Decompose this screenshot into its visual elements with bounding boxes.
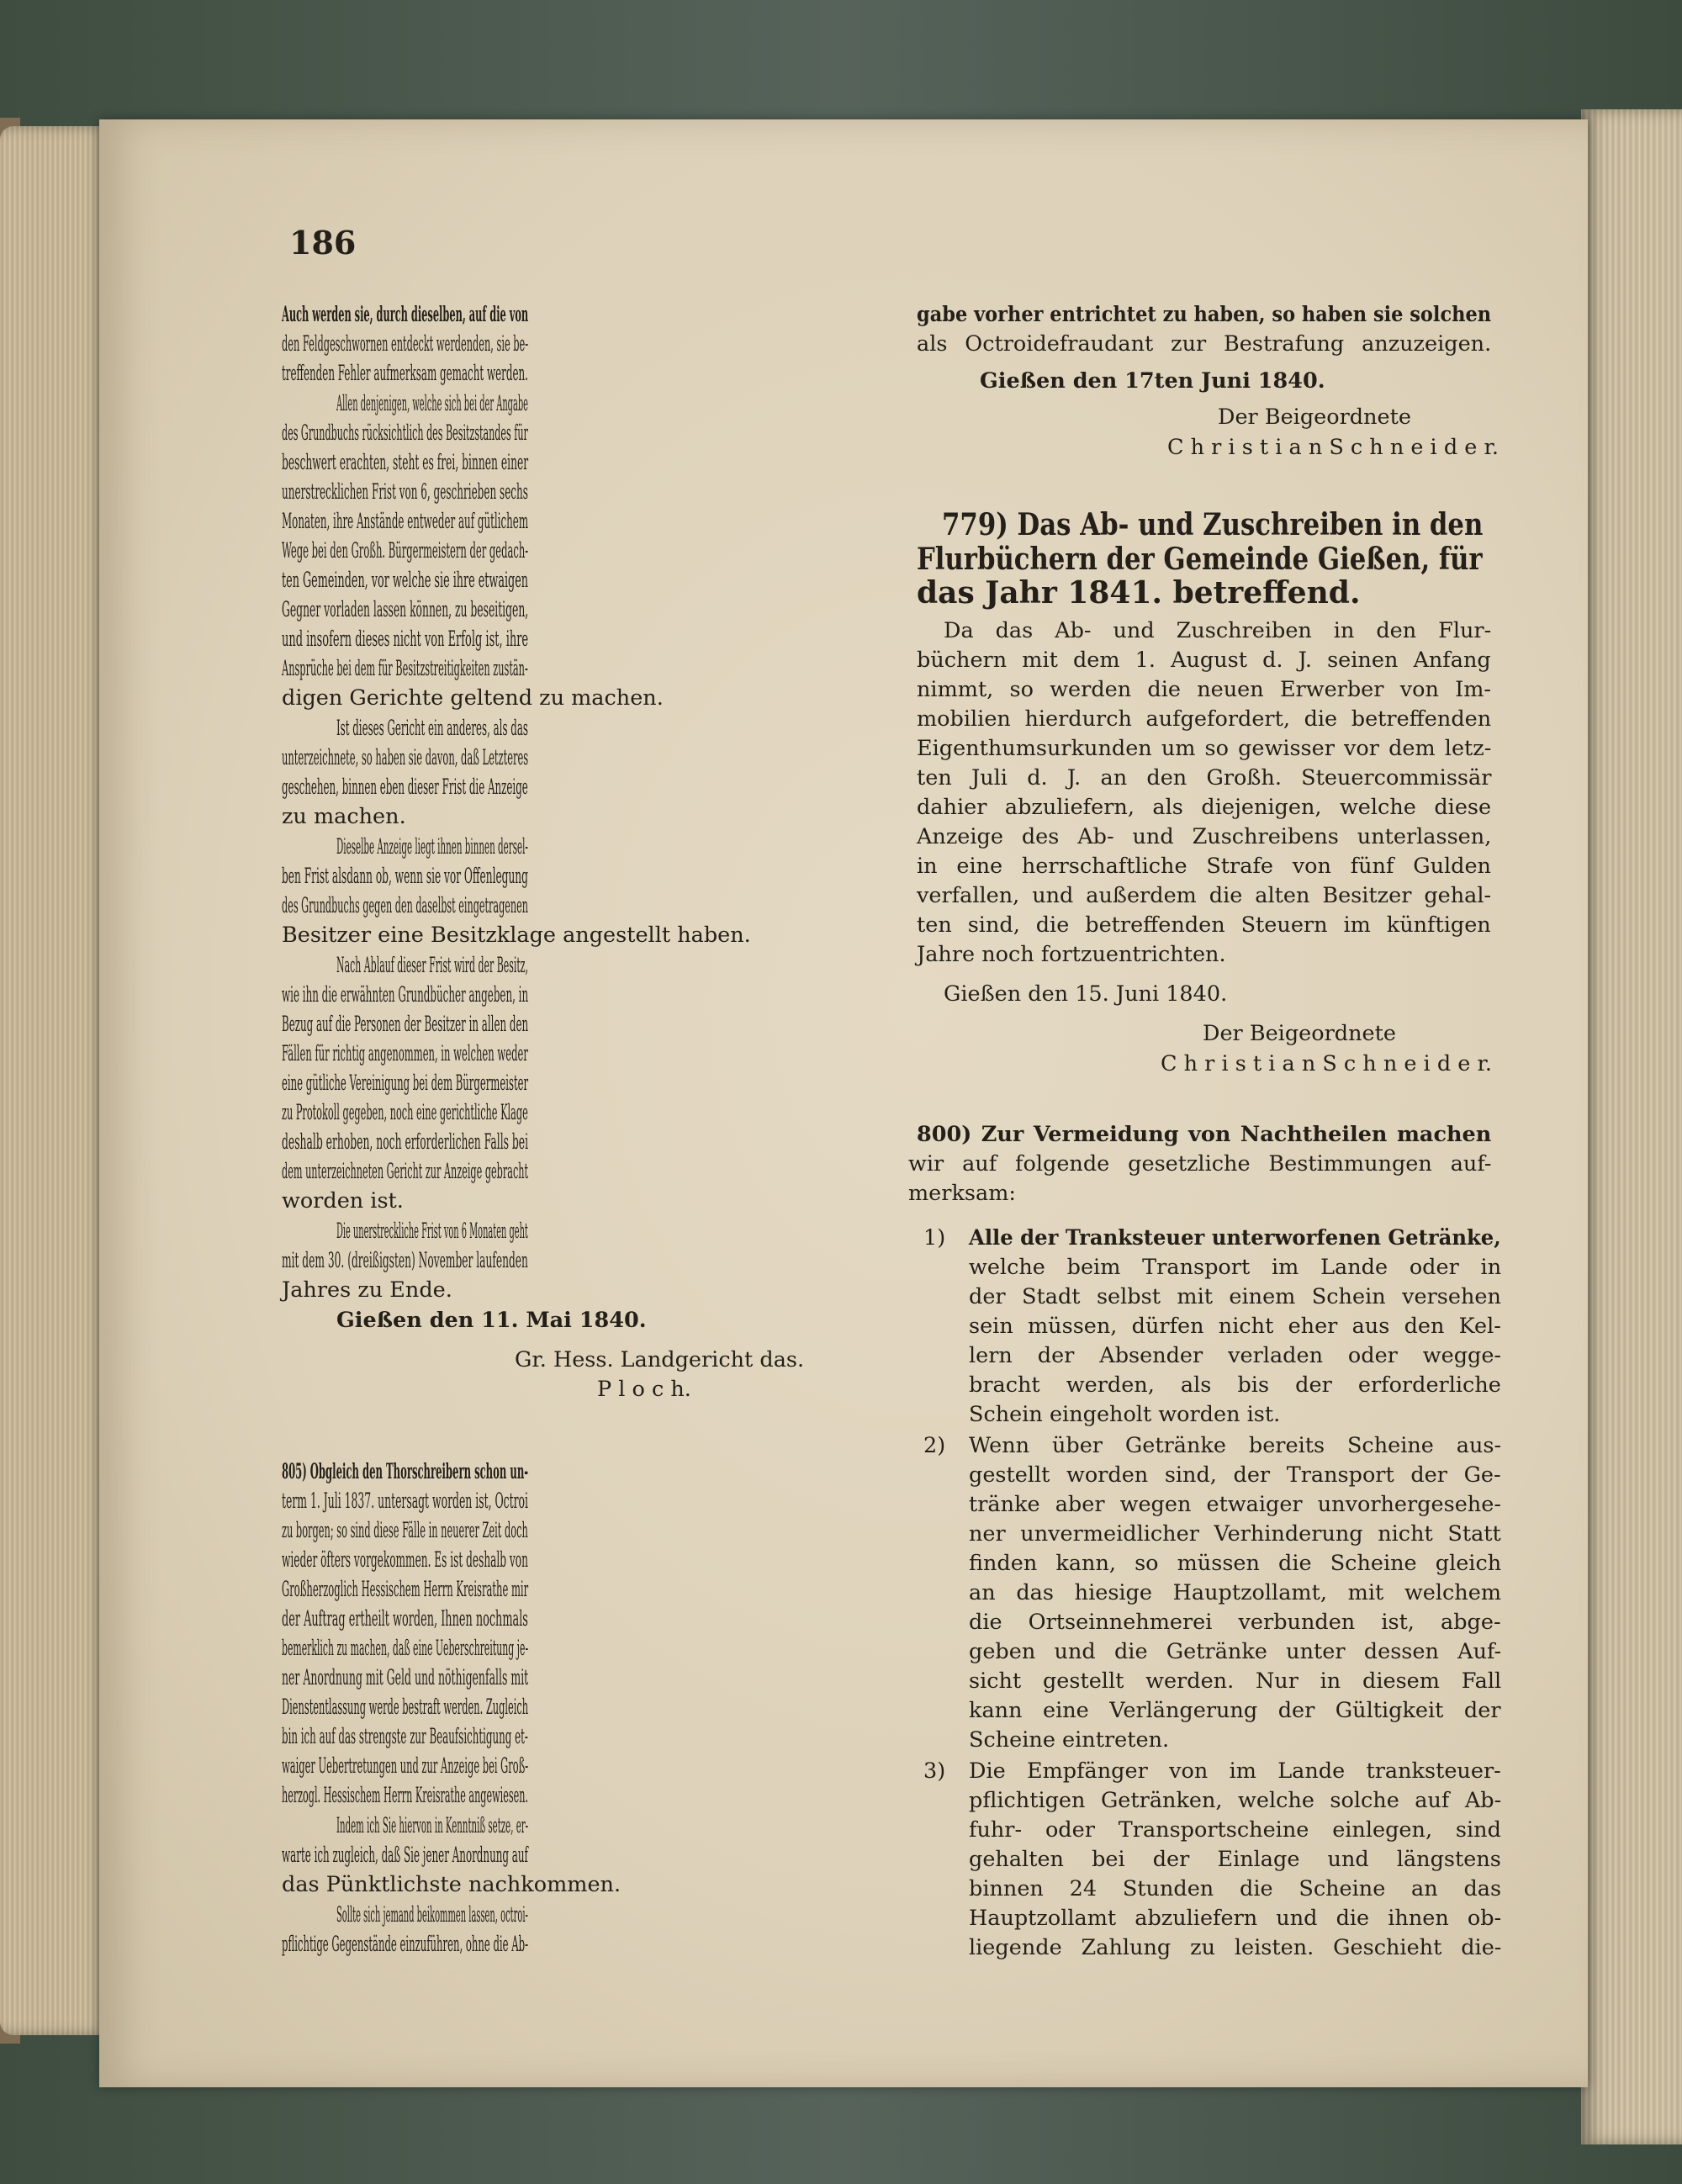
right-line-38: ner unvermeidlicher Verhinderung nicht Statt — [969, 1521, 1501, 1547]
right-line-51: binnen 24 Stunden die Scheine an das — [969, 1876, 1502, 1901]
left-line-22: Nach Ablauf dieser Frist wird der Besitz, — [336, 953, 529, 978]
left-line-17: zu machen. — [282, 804, 406, 829]
left-line-45: Dienstentlassung werde bestraft werden. Zugleich — [282, 1695, 529, 1720]
right-line-20: Gießen den 15. Juni 1840. — [944, 981, 1228, 1007]
right-line-29: der Stadt selbst mit einem Schein versehen — [969, 1284, 1501, 1309]
right-line-1: als Octroidefraudant zur Bestrafung anzuzeigen. — [917, 331, 1492, 357]
left-line-7: Monaten, ihre Anstände entweder auf gütlichem — [282, 509, 529, 534]
left-line-21: Besitzer eine Besitzklage angestellt haben. — [282, 923, 751, 948]
left-line-20: des Grundbuchs gegen den daselbst eingetragenen — [282, 893, 528, 918]
right-line-42: geben und die Getränke unter dessen Auf- — [969, 1639, 1502, 1664]
right-line-45: Scheine eintreten. — [969, 1727, 1170, 1753]
left-line-44: ner Anordnung mit Geld und nöthigenfalls mit — [282, 1665, 529, 1690]
right-line-43: sicht gestellt werden. Nur in diesem Fall — [969, 1668, 1502, 1694]
right-line-53: liegende Zahlung zu leisten. Geschieht die- — [969, 1935, 1502, 1960]
right-line-46: 3) — [923, 1758, 946, 1784]
left-line-53: pflichtige Gegenstände einzuführen, ohne die Ab- — [282, 1932, 529, 1957]
right-line-0: gabe vorher entrichtet zu haben, so haben sie solchen — [917, 302, 1492, 327]
left-line-13: digen Gerichte geltend zu machen. — [282, 685, 664, 711]
left-line-12: Ansprüche bei dem für Besitzstreitigkeiten zustän- — [282, 656, 528, 681]
right-line-31: lern der Absender verladen oder wegge- — [969, 1343, 1502, 1368]
left-line-37: 805) Obgleich den Thorschreibern schon un- — [282, 1459, 529, 1484]
left-line-4: des Grundbuchs rücksichtlich des Besitzstandes für — [282, 420, 528, 446]
right-line-30: sein müssen, dürfen nicht eher aus den Kel- — [969, 1314, 1501, 1339]
right-line-50: gehalten bei der Einlage und längstens — [969, 1847, 1501, 1872]
page-number: 186 — [289, 224, 357, 262]
right-line-37: tränke aber wegen etwaiger unvorhergesehe- — [969, 1492, 1501, 1517]
left-line-5: beschwert erachten, steht es frei, binnen einer — [282, 450, 529, 475]
left-line-19: ben Frist alsdann ob, wenn sie vor Offenlegung — [282, 864, 528, 889]
left-line-47: waiger Uebertretungen und zur Anzeige bei Groß- — [282, 1753, 529, 1779]
left-line-51: das Pünktlichste nachkommen. — [282, 1872, 621, 1897]
left-line-6: unerstrecklichen Frist von 6, geschrieben sechs — [282, 479, 528, 505]
left-line-35: Gr. Hess. Landgericht das. — [515, 1347, 805, 1372]
left-line-29: dem unterzeichneten Gericht zur Anzeige gebracht — [282, 1159, 528, 1184]
right-line-27: Alle der Tranksteuer unterworfenen Getränke, — [969, 1225, 1501, 1251]
left-line-33: Jahres zu Ende. — [282, 1277, 452, 1303]
left-line-26: eine gütliche Vereinigung bei dem Bürgermeister — [282, 1071, 529, 1096]
right-line-41: die Ortseinnehmerei verbunden ist, abge- — [969, 1610, 1501, 1635]
right-line-34: 2) — [923, 1433, 946, 1458]
left-line-10: Gegner vorladen lassen können, zu beseitigen, — [282, 597, 529, 622]
left-line-27: zu Protokoll gegeben, noch eine gerichtliche Klage — [282, 1100, 528, 1125]
left-line-3: Allen denjenigen, welche sich bei der Angabe — [336, 391, 528, 416]
right-line-32: bracht werden, als bis der erforderliche — [969, 1372, 1501, 1398]
right-line-22: C h r i s t i a n S c h n e i d e r. — [1161, 1051, 1492, 1076]
right-line-49: fuhr- oder Transportscheine einlegen, sind — [969, 1817, 1501, 1843]
left-line-36: P l o c h. — [597, 1377, 691, 1402]
left-line-42: der Auftrag ertheilt worden, Ihnen nochmals — [282, 1606, 528, 1631]
right-line-10: nimmt, so werden die neuen Erwerber von Im- — [917, 677, 1492, 702]
left-line-1: den Feldgeschwornen entdeckt werdenden, sie be- — [282, 331, 529, 357]
right-line-26: 1) — [923, 1225, 946, 1251]
right-line-24: wir auf folgende gesetzliche Bestimmungen auf- — [908, 1151, 1492, 1177]
left-line-52: Sollte sich jemand beikommen lassen, octroi- — [336, 1902, 528, 1928]
right-line-8: Da das Ab- und Zuschreiben in den Flur- — [944, 618, 1492, 643]
left-line-41: Großherzoglich Hessischem Herrn Kreisrathe mir — [282, 1577, 529, 1602]
left-line-23: wie ihn die erwähnten Grundbücher angeben, in — [282, 982, 529, 1007]
right-line-16: in eine herrschaftliche Strafe von fünf Gulden — [917, 854, 1491, 879]
left-line-24: Bezug auf die Personen der Besitzer in allen den — [282, 1012, 529, 1037]
left-line-8: Wege bei den Großh. Bürgermeistern der gedach- — [282, 538, 529, 563]
right-line-40: an das hiesige Hauptzollamt, mit welchem — [969, 1580, 1501, 1605]
right-line-21: Der Beigeordnete — [1203, 1021, 1396, 1046]
left-line-15: unterzeichnete, so haben sie davon, daß Letzteres — [282, 745, 529, 770]
left-line-48: herzogl. Hessischem Herrn Kreisrathe angewiesen. — [282, 1783, 528, 1808]
right-line-25: merksam: — [908, 1181, 1016, 1206]
left-line-38: term 1. Juli 1837. untersagt worden ist, Octroi — [282, 1489, 528, 1514]
right-line-47: Die Empfänger von im Lande tranksteuer- — [969, 1758, 1501, 1784]
left-line-25: Fällen für richtig angenommen, in welchen weder — [282, 1041, 528, 1066]
left-line-40: wieder öfters vorgekommen. Es ist deshalb von — [282, 1547, 528, 1573]
left-line-18: Dieselbe Anzeige liegt ihnen binnen dersel- — [336, 834, 528, 859]
right-line-36: gestellt worden sind, der Transport der Ge- — [969, 1462, 1501, 1488]
right-line-13: ten Juli d. J. an den Großh. Steuercommissär — [917, 765, 1492, 791]
left-line-49: Indem ich Sie hiervon in Kenntniß setze, er- — [336, 1813, 529, 1838]
left-line-32: mit dem 30. (dreißigsten) November laufenden — [282, 1248, 528, 1273]
left-page-stack — [0, 126, 109, 2035]
left-line-46: bin ich auf das strengste zur Beaufsichtigung et- — [282, 1724, 528, 1749]
right-line-28: welche beim Transport im Lande oder in — [969, 1255, 1502, 1280]
right-line-12: Eigenthumsurkunden um so gewisser vor dem letz- — [917, 736, 1492, 761]
right-line-9: büchern mit dem 1. August d. J. seinen Anfang — [917, 648, 1491, 673]
left-line-2: treffenden Fehler aufmerksam gemacht werden. — [282, 361, 528, 386]
right-line-35: Wenn über Getränke bereits Scheine aus- — [969, 1433, 1502, 1458]
right-line-48: pflichtigen Getränken, welche solche auf Ab- — [969, 1788, 1502, 1813]
right-line-5: 779) Das Ab- und Zuschreiben in den — [942, 507, 1484, 542]
left-line-16: geschehen, binnen eben dieser Frist die Anzeige — [282, 775, 528, 800]
right-line-11: mobilien hierdurch aufgefordert, die betreffenden — [917, 706, 1492, 732]
left-line-9: ten Gemeinden, vor welche sie ihre etwaigen — [282, 568, 529, 593]
right-line-17: verfallen, und außerdem die alten Besitzer gehal- — [917, 883, 1492, 908]
right-line-39: finden kann, so müssen die Scheine gleich — [969, 1551, 1502, 1576]
right-line-18: ten sind, die betreffenden Steuern im künftigen — [917, 912, 1491, 938]
left-line-28: deshalb erhoben, noch erforderlichen Falls bei — [282, 1129, 529, 1155]
right-line-14: dahier abzuliefern, als diejenigen, welche diese — [917, 795, 1492, 820]
left-line-30: worden ist. — [282, 1188, 404, 1214]
right-line-52: Hauptzollamt abzuliefern und die ihnen ob- — [969, 1906, 1502, 1931]
right-line-19: Jahre noch fortzuentrichten. — [917, 942, 1226, 967]
right-line-44: kann eine Verlängerung der Gültigkeit der — [969, 1698, 1501, 1723]
right-line-6: Flurbüchern der Gemeinde Gießen, für — [917, 542, 1483, 577]
left-line-11: und insofern dieses nicht von Erfolg ist, ihre — [282, 627, 529, 652]
right-line-7: das Jahr 1841. betreffend. — [917, 575, 1361, 611]
left-line-0: Auch werden sie, durch dieselben, auf die von — [282, 302, 529, 327]
right-line-15: Anzeige des Ab- und Zuschreibens unterlassen, — [917, 824, 1492, 849]
left-line-14: Ist dieses Gericht ein anderes, als das — [336, 716, 528, 741]
left-line-39: zu borgen; so sind diese Fälle in neuerer Zeit doch — [282, 1518, 528, 1543]
right-line-2: Gießen den 17ten Juni 1840. — [980, 368, 1325, 394]
left-line-31: Die unerstreckliche Frist von 6 Monaten geht — [336, 1219, 528, 1244]
right-line-3: Der Beigeordnete — [1218, 405, 1411, 430]
left-line-43: bemerklich zu machen, daß eine Ueberschreitung je- — [282, 1636, 529, 1661]
right-line-33: Schein eingeholt worden ist. — [969, 1402, 1281, 1427]
left-line-50: warte ich zugleich, daß Sie jener Anordnung auf — [282, 1843, 528, 1868]
right-line-23: 800) Zur Vermeidung von Nachtheilen machen — [917, 1122, 1492, 1147]
right-line-4: C h r i s t i a n S c h n e i d e r. — [1167, 435, 1499, 460]
left-line-34: Gießen den 11. Mai 1840. — [336, 1308, 647, 1333]
right-page-stack — [1581, 109, 1682, 2144]
